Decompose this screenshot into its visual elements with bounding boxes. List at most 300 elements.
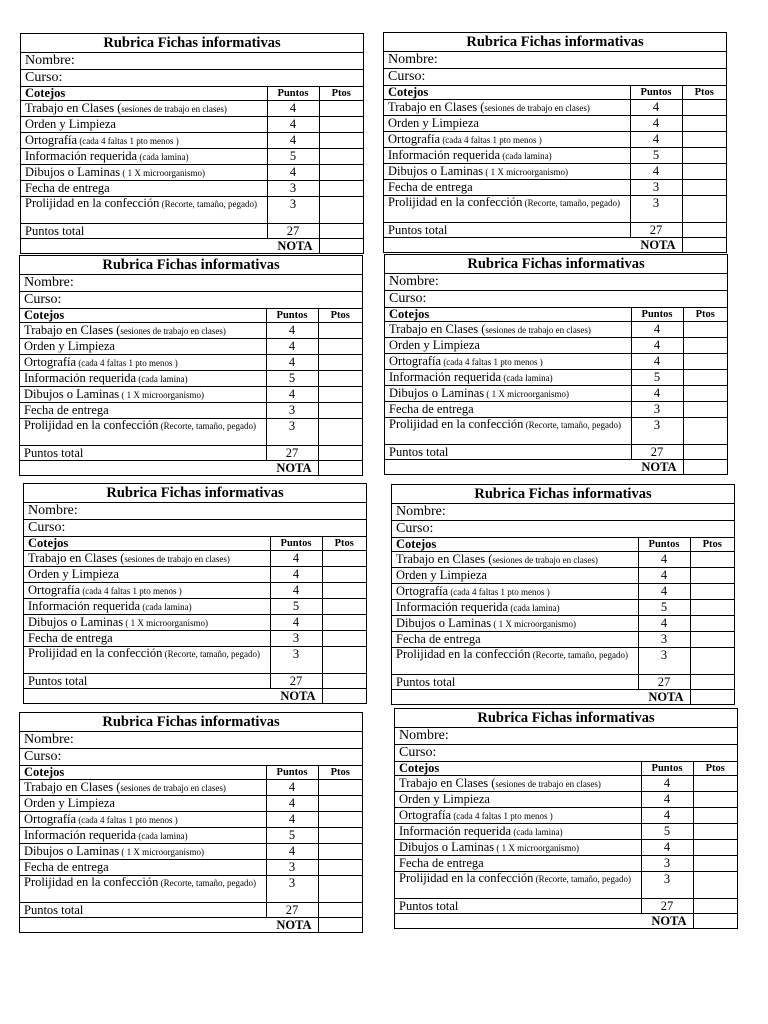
score-cell[interactable] [690,568,734,584]
criterion-label: Fecha de entrega [20,860,266,876]
nota-cell[interactable] [683,460,727,475]
criterion-label: Orden y Limpieza [20,339,266,355]
criterion-row [384,100,726,116]
nombre-field[interactable]: Nombre: [384,52,726,69]
score-cell[interactable] [318,876,362,903]
curso-field[interactable]: Curso: [384,69,726,86]
rubric-title: Rubrica Fichas informativas [392,485,734,504]
criterion-row [392,648,734,675]
criterion-row [392,616,734,632]
criterion-row [392,632,734,648]
criterion-row [384,132,726,148]
score-cell[interactable] [690,632,734,648]
rubric-title: Rubrica Fichas informativas [385,255,727,274]
criterion-points: 4 [270,567,322,583]
total-points: 27 [638,675,690,690]
criterion-points: 5 [630,148,682,164]
score-cell[interactable] [683,418,727,445]
header-cotejos: Cotejos [21,87,267,101]
criterion-points: 4 [267,133,319,149]
criterion-row [385,370,727,386]
criterion-row [21,181,363,197]
nota-row [20,918,362,933]
nota-cell[interactable] [682,238,726,253]
score-cell[interactable] [319,149,363,165]
score-cell[interactable] [318,812,362,828]
criterion-points: 4 [638,616,690,632]
criterion-label: Ortografía (cada 4 faltas 1 pto menos ) [24,583,270,599]
criterion-points: 4 [267,165,319,181]
criterion-label: Orden y Limpieza [20,796,266,812]
nota-cell[interactable] [693,914,737,929]
criterion-row [20,419,362,446]
header-puntos: Puntos [270,537,322,551]
rubric-table [20,766,362,932]
criterion-row [395,776,737,792]
score-cell[interactable] [318,844,362,860]
total-score-cell[interactable] [318,903,362,918]
criterion-row [385,322,727,338]
score-cell[interactable] [319,181,363,197]
score-cell[interactable] [693,872,737,899]
criterion-label: Prolijidad en la confección (Recorte, tamaño, pegado) [21,197,267,224]
criterion-row [20,339,362,355]
score-cell[interactable] [318,828,362,844]
score-cell[interactable] [683,402,727,418]
criterion-row [392,584,734,600]
criterion-row [24,647,366,674]
header-cotejos: Cotejos [24,537,270,551]
criterion-points: 4 [270,615,322,631]
score-cell[interactable] [683,354,727,370]
nota-label: NOTA [648,690,684,704]
nombre-field[interactable]: Nombre: [20,275,362,292]
criterion-points: 4 [638,568,690,584]
nota-cell[interactable] [690,690,734,705]
criterion-points: 3 [631,418,683,445]
criterion-label: Fecha de entrega [392,632,638,648]
header-ptos: Ptos [318,766,362,780]
criterion-label: Ortografía (cada 4 faltas 1 pto menos ) [20,812,266,828]
criterion-row [20,323,362,339]
score-cell[interactable] [690,600,734,616]
rubric-card [23,483,367,704]
criterion-label: Información requerida (cada lamina) [392,600,638,616]
criterion-row [392,600,734,616]
score-cell[interactable] [683,338,727,354]
table-header-row [392,538,734,552]
header-puntos: Puntos [631,308,683,322]
header-ptos: Ptos [319,87,363,101]
criterion-label: Prolijidad en la confección (Recorte, tamaño, pegado) [384,196,630,223]
criterion-label: Dibujos o Laminas ( 1 X microorganismo) [21,165,267,181]
score-cell[interactable] [318,796,362,812]
nota-label: NOTA [641,460,677,474]
rubric-card [394,708,738,929]
criterion-row [395,856,737,872]
criterion-points: 3 [630,196,682,223]
header-cotejos: Cotejos [384,86,630,100]
rubric-table [395,762,737,928]
header-ptos: Ptos [318,309,362,323]
nota-cell[interactable] [322,689,366,704]
header-ptos: Ptos [683,308,727,322]
total-score-cell[interactable] [693,899,737,914]
total-label: Puntos total [20,446,266,461]
rubric-title: Rubrica Fichas informativas [21,34,363,53]
header-ptos: Ptos [693,762,737,776]
criterion-row [384,164,726,180]
score-cell[interactable] [682,196,726,223]
header-ptos: Ptos [322,537,366,551]
header-cotejos: Cotejos [392,538,638,552]
score-cell[interactable] [318,387,362,403]
rubric-card [20,33,364,254]
criterion-label: Orden y Limpieza [385,338,631,354]
criterion-label: Ortografía (cada 4 faltas 1 pto menos ) [385,354,631,370]
criterion-row [24,551,366,567]
criterion-points: 5 [638,600,690,616]
score-cell[interactable] [322,551,366,567]
criterion-row [395,824,737,840]
total-points: 27 [266,446,318,461]
nota-cell[interactable] [318,461,362,476]
criterion-points: 4 [638,552,690,568]
criterion-row [385,386,727,402]
criterion-label: Ortografía (cada 4 faltas 1 pto menos ) [384,132,630,148]
total-row [20,903,362,918]
score-cell[interactable] [318,860,362,876]
total-row [385,445,727,460]
nota-row [392,690,734,705]
criterion-points: 3 [266,876,318,903]
criterion-row [385,338,727,354]
criterion-row [24,615,366,631]
criterion-row [395,872,737,899]
total-row [392,675,734,690]
criterion-points: 4 [630,132,682,148]
total-label: Puntos total [21,224,267,239]
header-cotejos: Cotejos [385,308,631,322]
score-cell[interactable] [318,355,362,371]
criterion-row [392,568,734,584]
rubric-table [385,308,727,474]
nombre-field[interactable]: Nombre: [385,274,727,291]
criterion-label: Información requerida (cada lamina) [384,148,630,164]
criterion-label: Información requerida (cada lamina) [395,824,641,840]
criterion-label: Trabajo en Clases (sesiones de trabajo en clases) [21,101,267,117]
curso-field[interactable]: Curso: [24,520,366,537]
criterion-row [24,583,366,599]
table-header-row [20,309,362,323]
criterion-label: Información requerida (cada lamina) [20,371,266,387]
score-cell[interactable] [682,132,726,148]
total-row [21,224,363,239]
criterion-row [384,148,726,164]
score-cell[interactable] [322,615,366,631]
score-cell[interactable] [682,148,726,164]
header-puntos: Puntos [630,86,682,100]
score-cell[interactable] [319,197,363,224]
total-row [395,899,737,914]
total-score-cell[interactable] [322,674,366,689]
criterion-points: 5 [266,371,318,387]
criterion-label: Dibujos o Laminas ( 1 X microorganismo) [395,840,641,856]
total-label: Puntos total [384,223,630,238]
criterion-label: Dibujos o Laminas ( 1 X microorganismo) [20,387,266,403]
score-cell[interactable] [318,323,362,339]
rubric-card [391,484,735,705]
total-label: Puntos total [385,445,631,460]
rubric-title: Rubrica Fichas informativas [395,709,737,728]
score-cell[interactable] [322,647,366,674]
score-cell[interactable] [318,780,362,796]
total-row [24,674,366,689]
criterion-label: Fecha de entrega [21,181,267,197]
score-cell[interactable] [693,856,737,872]
curso-field[interactable]: Curso: [385,291,727,308]
criterion-row [20,387,362,403]
criterion-label: Trabajo en Clases (sesiones de trabajo en clases) [20,323,266,339]
criterion-row [24,631,366,647]
criterion-points: 4 [266,339,318,355]
total-label: Puntos total [20,903,266,918]
criterion-label: Trabajo en Clases (sesiones de trabajo en clases) [395,776,641,792]
total-label: Puntos total [392,675,638,690]
total-label: Puntos total [395,899,641,914]
score-cell[interactable] [683,322,727,338]
criterion-points: 4 [631,354,683,370]
criterion-points: 4 [631,338,683,354]
criterion-points: 5 [270,599,322,615]
criterion-points: 3 [631,402,683,418]
criterion-label: Información requerida (cada lamina) [20,828,266,844]
header-ptos: Ptos [690,538,734,552]
criterion-row [20,828,362,844]
header-ptos: Ptos [682,86,726,100]
criterion-label: Orden y Limpieza [384,116,630,132]
header-cotejos: Cotejos [20,766,266,780]
nombre-field[interactable]: Nombre: [20,732,362,749]
criterion-label: Información requerida (cada lamina) [24,599,270,615]
criterion-row [20,371,362,387]
header-puntos: Puntos [638,538,690,552]
header-puntos: Puntos [266,309,318,323]
rubric-card [19,255,363,476]
criterion-points: 3 [638,632,690,648]
score-cell[interactable] [319,133,363,149]
score-cell[interactable] [319,165,363,181]
criterion-row [20,403,362,419]
score-cell[interactable] [322,599,366,615]
score-cell[interactable] [319,117,363,133]
score-cell[interactable] [693,792,737,808]
score-cell[interactable] [318,371,362,387]
criterion-points: 3 [630,180,682,196]
criterion-label: Fecha de entrega [395,856,641,872]
rubric-title: Rubrica Fichas informativas [24,484,366,503]
criterion-points: 4 [641,776,693,792]
nota-label: NOTA [651,914,687,928]
criterion-label: Orden y Limpieza [395,792,641,808]
criterion-row [20,355,362,371]
score-cell[interactable] [693,840,737,856]
criterion-points: 4 [638,584,690,600]
criterion-points: 5 [631,370,683,386]
criterion-points: 4 [641,808,693,824]
nota-row [20,461,362,476]
nota-label: NOTA [640,238,676,252]
criterion-label: Prolijidad en la confección (Recorte, tamaño, pegado) [385,418,631,445]
total-points: 27 [267,224,319,239]
total-score-cell[interactable] [318,446,362,461]
criterion-label: Orden y Limpieza [24,567,270,583]
total-label: Puntos total [24,674,270,689]
curso-field[interactable]: Curso: [20,292,362,309]
criterion-label: Dibujos o Laminas ( 1 X microorganismo) [20,844,266,860]
score-cell[interactable] [682,180,726,196]
criterion-points: 3 [266,419,318,446]
curso-field[interactable]: Curso: [21,70,363,87]
criterion-points: 5 [267,149,319,165]
score-cell[interactable] [690,616,734,632]
criterion-points: 4 [630,100,682,116]
score-cell[interactable] [322,567,366,583]
criterion-row [385,402,727,418]
criterion-points: 3 [638,648,690,675]
rubric-table [384,86,726,252]
total-points: 27 [266,903,318,918]
criterion-row [21,165,363,181]
score-cell[interactable] [693,808,737,824]
nombre-field[interactable]: Nombre: [24,503,366,520]
criterion-label: Prolijidad en la confección (Recorte, tamaño, pegado) [20,419,266,446]
criterion-points: 4 [630,164,682,180]
criterion-row [384,116,726,132]
total-row [20,446,362,461]
criterion-row [24,599,366,615]
nombre-field[interactable]: Nombre: [395,728,737,745]
criterion-label: Ortografía (cada 4 faltas 1 pto menos ) [21,133,267,149]
score-cell[interactable] [693,776,737,792]
criterion-points: 4 [266,844,318,860]
score-cell[interactable] [318,419,362,446]
criterion-points: 4 [270,551,322,567]
criterion-points: 4 [266,796,318,812]
table-header-row [384,86,726,100]
total-points: 27 [631,445,683,460]
criterion-points: 5 [266,828,318,844]
score-cell[interactable] [693,824,737,840]
total-score-cell[interactable] [319,224,363,239]
table-header-row [24,537,366,551]
criterion-points: 4 [631,322,683,338]
header-cotejos: Cotejos [395,762,641,776]
criterion-points: 4 [266,355,318,371]
criterion-label: Dibujos o Laminas ( 1 X microorganismo) [24,615,270,631]
nota-cell[interactable] [318,918,362,933]
score-cell[interactable] [690,552,734,568]
criterion-points: 4 [267,117,319,133]
criterion-points: 4 [266,323,318,339]
score-cell[interactable] [318,403,362,419]
criterion-row [20,812,362,828]
total-score-cell[interactable] [683,445,727,460]
nota-cell[interactable] [319,239,363,254]
criterion-row [384,196,726,223]
nota-row [24,689,366,704]
nota-row [395,914,737,929]
score-cell[interactable] [682,164,726,180]
rubric-card [384,254,728,475]
rubric-table [392,538,734,704]
nota-row [385,460,727,475]
rubric-table [24,537,366,703]
table-header-row [395,762,737,776]
criterion-points: 4 [266,812,318,828]
curso-field[interactable]: Curso: [395,745,737,762]
nota-row [384,238,726,253]
criterion-label: Fecha de entrega [385,402,631,418]
criterion-points: 3 [266,403,318,419]
criterion-points: 3 [270,647,322,674]
criterion-row [24,567,366,583]
criterion-label: Trabajo en Clases (sesiones de trabajo en clases) [20,780,266,796]
criterion-points: 4 [266,387,318,403]
total-score-cell[interactable] [690,675,734,690]
header-cotejos: Cotejos [20,309,266,323]
score-cell[interactable] [319,101,363,117]
criterion-row [395,840,737,856]
total-points: 27 [270,674,322,689]
criterion-points: 4 [641,840,693,856]
rubric-title: Rubrica Fichas informativas [384,33,726,52]
rubric-table [21,87,363,253]
criterion-label: Dibujos o Laminas ( 1 X microorganismo) [384,164,630,180]
curso-field[interactable]: Curso: [392,521,734,538]
score-cell[interactable] [318,339,362,355]
score-cell[interactable] [682,100,726,116]
criterion-label: Trabajo en Clases (sesiones de trabajo en clases) [392,552,638,568]
score-cell[interactable] [322,631,366,647]
criterion-label: Orden y Limpieza [392,568,638,584]
score-cell[interactable] [683,370,727,386]
rubric-title: Rubrica Fichas informativas [20,713,362,732]
nombre-field[interactable]: Nombre: [392,504,734,521]
criterion-row [20,876,362,903]
score-cell[interactable] [682,116,726,132]
criterion-points: 4 [267,101,319,117]
total-points: 27 [641,899,693,914]
criterion-label: Prolijidad en la confección (Recorte, tamaño, pegado) [20,876,266,903]
criterion-label: Prolijidad en la confección (Recorte, tamaño, pegado) [395,872,641,899]
criterion-label: Trabajo en Clases (sesiones de trabajo en clases) [24,551,270,567]
rubric-table [20,309,362,475]
score-cell[interactable] [322,583,366,599]
curso-field[interactable]: Curso: [20,749,362,766]
criterion-label: Fecha de entrega [24,631,270,647]
criterion-points: 3 [641,872,693,899]
criterion-row [20,796,362,812]
score-cell[interactable] [690,584,734,600]
score-cell[interactable] [690,648,734,675]
total-score-cell[interactable] [682,223,726,238]
score-cell[interactable] [683,386,727,402]
criterion-row [21,101,363,117]
criterion-points: 3 [270,631,322,647]
nombre-field[interactable]: Nombre: [21,53,363,70]
criterion-points: 3 [641,856,693,872]
